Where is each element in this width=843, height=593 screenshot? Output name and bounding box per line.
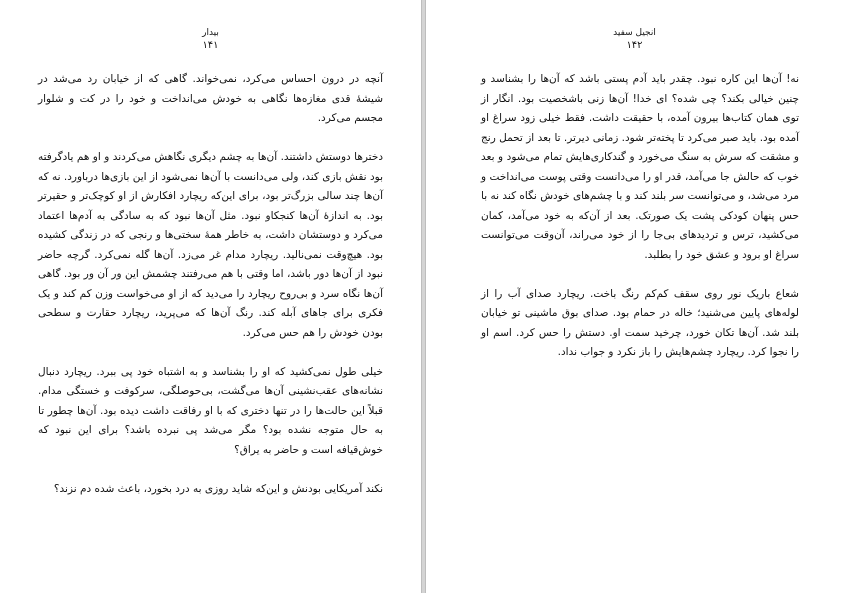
- page-number: ۱۴۲: [626, 40, 643, 51]
- page-number: ۱۴۱: [202, 40, 219, 51]
- left-page: [0, 0, 421, 593]
- running-header: انجیل سفید: [613, 28, 656, 38]
- page-body: [481, 70, 799, 382]
- paragraph: خیلی طول نمی‌کشید که او را بشناسد و به اشتباه خود پی ببرد. ریچارد دنبال نشانه‌های عقب‌نشینی آن‌ها می‌گشت، بی‌حوصلگی، سرکوفت و خستگی مدام. قبلاً این حالت‌ها را در تنها دختری که با او رفاقت داشت دیده بود. آن‌ها چطور تا به حال متوجه نشده بود؟ مگر می‌شد پی نبرده باشد؟ برای این نبود که خوش‌قیافه است و حاضر به یراق؟: [38, 365, 383, 456]
- page-body: [38, 70, 383, 519]
- right-page: [426, 0, 843, 593]
- paragraph: دخترها دوستش داشتند. آن‌ها به چشم دیگری نگاهش می‌کردند و او هم یادگرفته بود نقش بازی کند، ولی می‌دانست با آن‌ها نمی‌شود از این بازی‌ها درباورد. نه که آن‌ها چند سالی بزرگ‌تر بود، برای این‌که ریچارد افکارش از او کوچک‌تر و حقیرتر بود. به اندازهٔ آن‌ها کنجکاو نبود. مثل آن‌ها نبود که به سادگی به آدم‌ها اعتماد می‌کرد و دوستشان داشت، به خاطر همهٔ سختی‌ها و رنجی که در زندگی کشیده بود. هیچ‌وقت نمی‌نالید. ریچارد مدام غر می‌زد. آن‌ها گله نمی‌کرد. گرچه حاضر نبود از آن‌ها دور باشد، اما وقتی با هم می‌رفتند چشمش این ور آن ور بود. گاهی آن‌ها نگاه سرد و بی‌روح ریچارد را می‌دید که از او می‌خواست وزن کم کند و یک فکری برای جاهای آبله کند. رنگ آن‌ها که می‌پرید، ریچارد حقارت و سطحی بودن خودش را هم حس می‌کرد.: [38, 151, 383, 339]
- paragraph: آنچه در درون احساس می‌کرد، نمی‌خواند. گاهی که از خیابان رد می‌شد در شیشهٔ قدی مغازه‌ها نگاهی به خودش می‌انداخت و خود را در کت و شلوار مجسم می‌کرد.: [38, 73, 383, 124]
- paragraph: نه! آن‌ها این کاره نبود. چقدر باید آدم پستی باشد که آن‌ها را بشناسد و چنین خیالی بکند؟ چی شده؟ ای خدا! آن‌ها زنی باشخصیت بود. انگار از توی همان کتاب‌ها بیرون آمده، با حقیقت داشت. فقط خیلی زود سراغ او آمده بود. باید صبر می‌کرد تا پخته‌تر شود. زمانی دیرتر. تا بعد از تحمل رنج و مشقت که سرش به سنگ می‌خورد و گندکاری‌هایش تمام می‌شود و بعد خوب که حالش جا می‌آمد، قدر او را می‌دانست وقتی پوست می‌انداخت و مرد می‌شد، و می‌توانست سر بلند کند و با چشم‌های خودش نگاه کند نه با حس پنهان کودکی پشت یک صورتک. بعد از آن‌که به خود می‌آمد، کمان می‌کشید، ترس و تردیدهای بی‌جا را از خود می‌راند، آن‌وقت می‌توانست سراغ او برود و عشق خود را بطلبد.: [481, 73, 799, 261]
- running-header: بیدار: [202, 28, 219, 38]
- paragraph: شعاع باریک نور روی سقف کم‌کم رنگ باخت. ریچارد صدای آب را از لوله‌های پایین می‌شنید؛ خاله در حمام بود. صدای بوق ماشینی تو خیابان بلند شد. آن‌ها تکان خورد، چرخید سمت او. دستش را حس کرد. اسم او را نجوا کرد. ریچارد چشم‌هایش را باز نکرد و جواب نداد.: [481, 287, 799, 358]
- paragraph: نکند آمریکایی بودنش و این‌که شاید روزی به درد بخورد، باعث شده دم نزند؟: [53, 482, 383, 495]
